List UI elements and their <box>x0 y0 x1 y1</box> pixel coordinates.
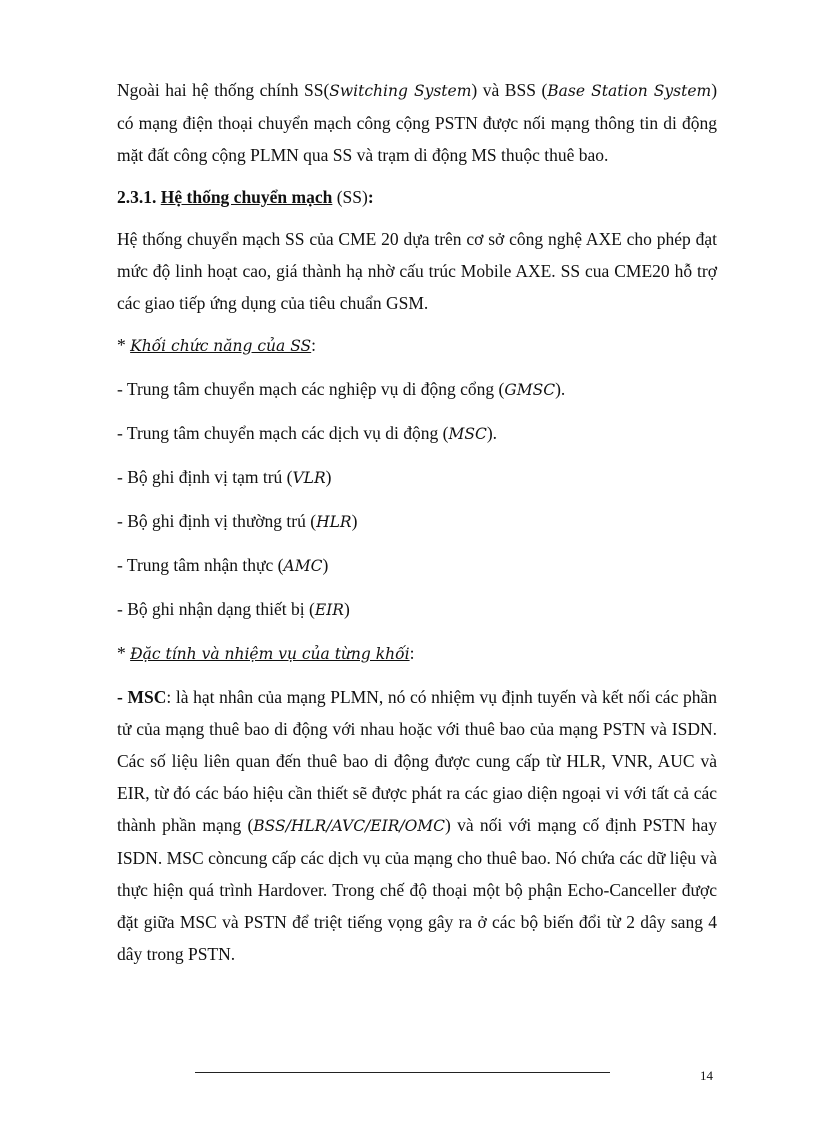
list-item-abbr: HLR <box>316 513 352 531</box>
list-item-abbr: AMC <box>283 557 323 575</box>
list-item-text: - Trung tâm chuyển mạch các nghiệp vụ di động cổng ( <box>117 379 505 399</box>
list-item-tail: ) <box>325 467 332 487</box>
intro-paragraph <box>117 74 717 171</box>
ss-description-paragraph: Hệ thống chuyển mạch SS của CME 20 dựa trên cơ sở công nghệ AXE cho phép đạt mức độ linh hoạt cao, giá thành hạ nhờ cấu trúc Mobile AXE. SS cua CME20 hỗ trợ các giao tiếp ứng dụng của tiêu chuẩn GSM. <box>117 229 717 313</box>
list-item-abbr: GMSC <box>504 381 556 399</box>
features-heading <box>117 637 717 670</box>
section-number: 2.3.1. <box>117 187 157 207</box>
blocks-heading <box>117 329 717 362</box>
features-heading-label: Đặc tính và nhiệm vụ của từng khối <box>130 645 410 663</box>
list-item-tail: ). <box>486 423 498 443</box>
list-item-text: - Bộ ghi nhận dạng thiết bị ( <box>117 599 315 619</box>
intro-text-2: ) và BSS ( <box>471 80 548 100</box>
page-number: 14 <box>700 1068 713 1083</box>
list-item <box>117 373 717 406</box>
blocks-heading-label: Khối chức năng của SS <box>130 337 312 355</box>
blocks-heading-star: * <box>117 335 131 355</box>
msc-text-1: : là hạt nhân của mạng PLMN, nó có nhiệm vụ định tuyến và kết nối các phần tử của mạng thuê bao di động với nhau hoặc với thuê bao của mạng PSTN và ISDN. Các số liệu liên quan đến thuê bao di động được cung cấp từ HLR, VNR, AUC và EIR, từ đó các báo hiệu cần thiết sẽ được phát ra các giao diện ngoại vi với tất cả các thành phần mạng ( <box>117 687 717 835</box>
intro-text-1: Ngoài hai hệ thống chính SS( <box>117 80 330 100</box>
section-heading <box>117 181 717 213</box>
features-heading-star: * <box>117 643 131 663</box>
list-item-tail: ). <box>555 379 566 399</box>
intro-italic-base-station-system: Base Station System <box>547 82 712 100</box>
blocks-heading-colon: : <box>311 335 317 355</box>
list-item-text: - Trung tâm nhận thực ( <box>117 555 284 575</box>
section-title: Hệ thống chuyển mạch <box>160 187 333 207</box>
msc-italic-interfaces: BSS/HLR/AVC/EIR/OMC <box>253 817 446 835</box>
list-item <box>117 505 717 538</box>
list-item-text: - Bộ ghi định vị thường trú ( <box>117 511 317 531</box>
list-item <box>117 417 717 450</box>
section-colon: : <box>367 187 374 207</box>
list-item-abbr: VLR <box>292 469 326 487</box>
list-item-tail: ) <box>351 511 358 531</box>
msc-label: - MSC <box>117 687 167 707</box>
list-item <box>117 593 717 626</box>
document-page <box>117 74 717 970</box>
list-item-tail: ) <box>343 599 350 619</box>
list-item-text: - Bộ ghi định vị tạm trú ( <box>117 467 293 487</box>
footer-rule <box>195 1072 610 1073</box>
list-item <box>117 549 717 582</box>
list-item-tail: ) <box>322 555 329 575</box>
msc-text-2: ) và nối với mạng cố định PSTN hay ISDN. MSC còncung cấp các dịch vụ của mạng cho thuê bao. Nó chứa các dữ liệu và thực hiện quá trình Hardover. Trong chế độ thoại một bộ phận Echo-Canceller được đặt giữa MSC và PSTN để triệt tiếng vọng gây ra ở các bộ biến đổi từ 2 dây sang 4 dây trong PSTN. <box>117 815 717 964</box>
list-item <box>117 461 717 494</box>
section-abbr: (SS) <box>336 187 368 207</box>
list-item-text: - Trung tâm chuyển mạch các dịch vụ di động ( <box>117 423 449 443</box>
intro-italic-switching-system: Switching System <box>329 82 472 100</box>
list-item-abbr: MSC <box>448 425 487 443</box>
list-item-abbr: EIR <box>314 601 344 619</box>
features-heading-colon: : <box>409 643 415 663</box>
intro-text-3: ) có mạng điện thoại chuyển mạch công cộng PSTN được nối mạng thông tin di động mặt đất công cộng PLMN qua SS và trạm di động MS thuộc thuê bao. <box>117 80 718 165</box>
msc-paragraph <box>117 681 717 970</box>
